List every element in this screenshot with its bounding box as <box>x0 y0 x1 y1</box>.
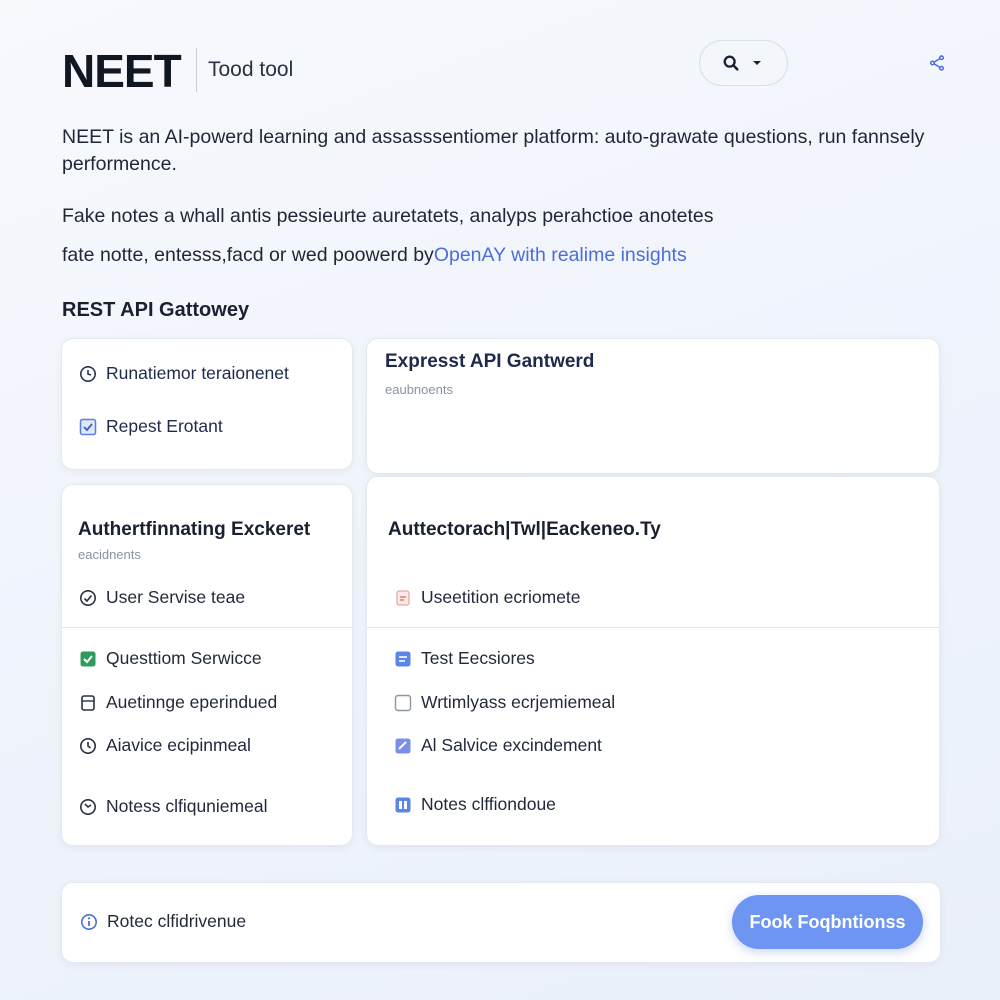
list-item[interactable] <box>79 796 267 817</box>
list-item-label: Runatiemor teraionenet <box>106 363 289 383</box>
list-item-label: Questtiom Serwicce <box>106 648 262 668</box>
list-item[interactable] <box>394 587 581 608</box>
list-item-label: Aiavice ecipinmeal <box>106 735 251 755</box>
card-divider <box>62 627 352 628</box>
timer-icon <box>79 798 97 816</box>
search-button[interactable] <box>699 40 788 86</box>
list-item[interactable] <box>79 416 223 437</box>
tag-icon <box>394 737 412 755</box>
list-item[interactable] <box>394 648 535 669</box>
chevron-down-icon <box>748 54 766 72</box>
section-title: REST API Gattowey <box>62 299 250 321</box>
document-icon <box>394 589 412 607</box>
footer-bar <box>61 882 941 963</box>
list-item[interactable] <box>394 735 602 756</box>
brand-logo: NEET <box>62 45 181 97</box>
header-divider <box>196 48 197 92</box>
footer-label-row <box>80 911 246 932</box>
list-item[interactable] <box>79 648 262 669</box>
grid-icon <box>394 796 412 814</box>
green-check-icon <box>79 650 97 668</box>
card-authorization <box>366 476 940 846</box>
footer-label: Rotec clfidrivenue <box>107 911 247 931</box>
database-icon <box>79 694 97 712</box>
list-item[interactable] <box>79 363 289 384</box>
card-title: Authertfinnating Exckeret <box>78 519 311 540</box>
card-authentication <box>61 484 353 846</box>
intro-line-1: Fake notes a whall antis pessieurte auretatets, analyps perahctioe anotetes <box>62 205 714 227</box>
list-item-label: User Servise teae <box>106 587 246 607</box>
header <box>62 40 952 100</box>
card-title: Expresst API Gantwerd <box>385 351 595 372</box>
list-item-label: Auetinnge eperindued <box>106 692 278 712</box>
check-circle-icon <box>79 589 97 607</box>
list-item-label: Notes clffiondoue <box>421 794 556 814</box>
list-item-label: Notess clfiquniemeal <box>106 796 268 816</box>
card-express-gateway <box>366 338 940 474</box>
intro-paragraph: NEET is an AI-powerd learning and assasssentiomer platform: auto-grawate questions, run fannsely performence. <box>62 126 925 175</box>
list-icon <box>394 650 412 668</box>
list-item-label: Useetition ecriomete <box>421 587 581 607</box>
card-subtitle: eacidnents <box>78 547 141 562</box>
share-button[interactable] <box>922 48 952 78</box>
list-item-label: Repest Erotant <box>106 416 223 436</box>
primary-action-button[interactable]: Fook Foqbntionss <box>732 895 923 949</box>
empty-checkbox-icon <box>394 694 412 712</box>
list-item[interactable] <box>394 794 556 815</box>
card-divider <box>367 627 939 628</box>
search-icon <box>722 54 740 72</box>
intro-line-2 <box>62 244 687 267</box>
list-item-label: Al Salvice excindement <box>421 735 602 755</box>
list-item[interactable] <box>394 692 615 713</box>
list-item[interactable] <box>79 692 277 713</box>
card-title: Auttectorach|Twl|Eackeneo.Ty <box>388 519 661 540</box>
share-icon <box>928 54 946 72</box>
clock-icon <box>79 737 97 755</box>
clock-icon <box>79 365 97 383</box>
card-runtime <box>61 338 353 470</box>
info-icon <box>80 913 98 931</box>
list-item[interactable] <box>79 587 245 608</box>
list-item[interactable] <box>79 735 251 756</box>
intro-line-2-text: fate notte, entesss,facd or wed poowerd by <box>62 244 434 266</box>
openai-link[interactable]: OpenAY with realime insights <box>433 244 687 266</box>
list-item-label: Wrtimlyass ecrjemiemeal <box>421 692 616 712</box>
checkbox-icon <box>79 418 97 436</box>
card-subtitle: eaubnoents <box>385 382 453 397</box>
list-item-label: Test Eecsiores <box>421 648 535 668</box>
header-subtitle: Tood tool <box>208 58 294 81</box>
